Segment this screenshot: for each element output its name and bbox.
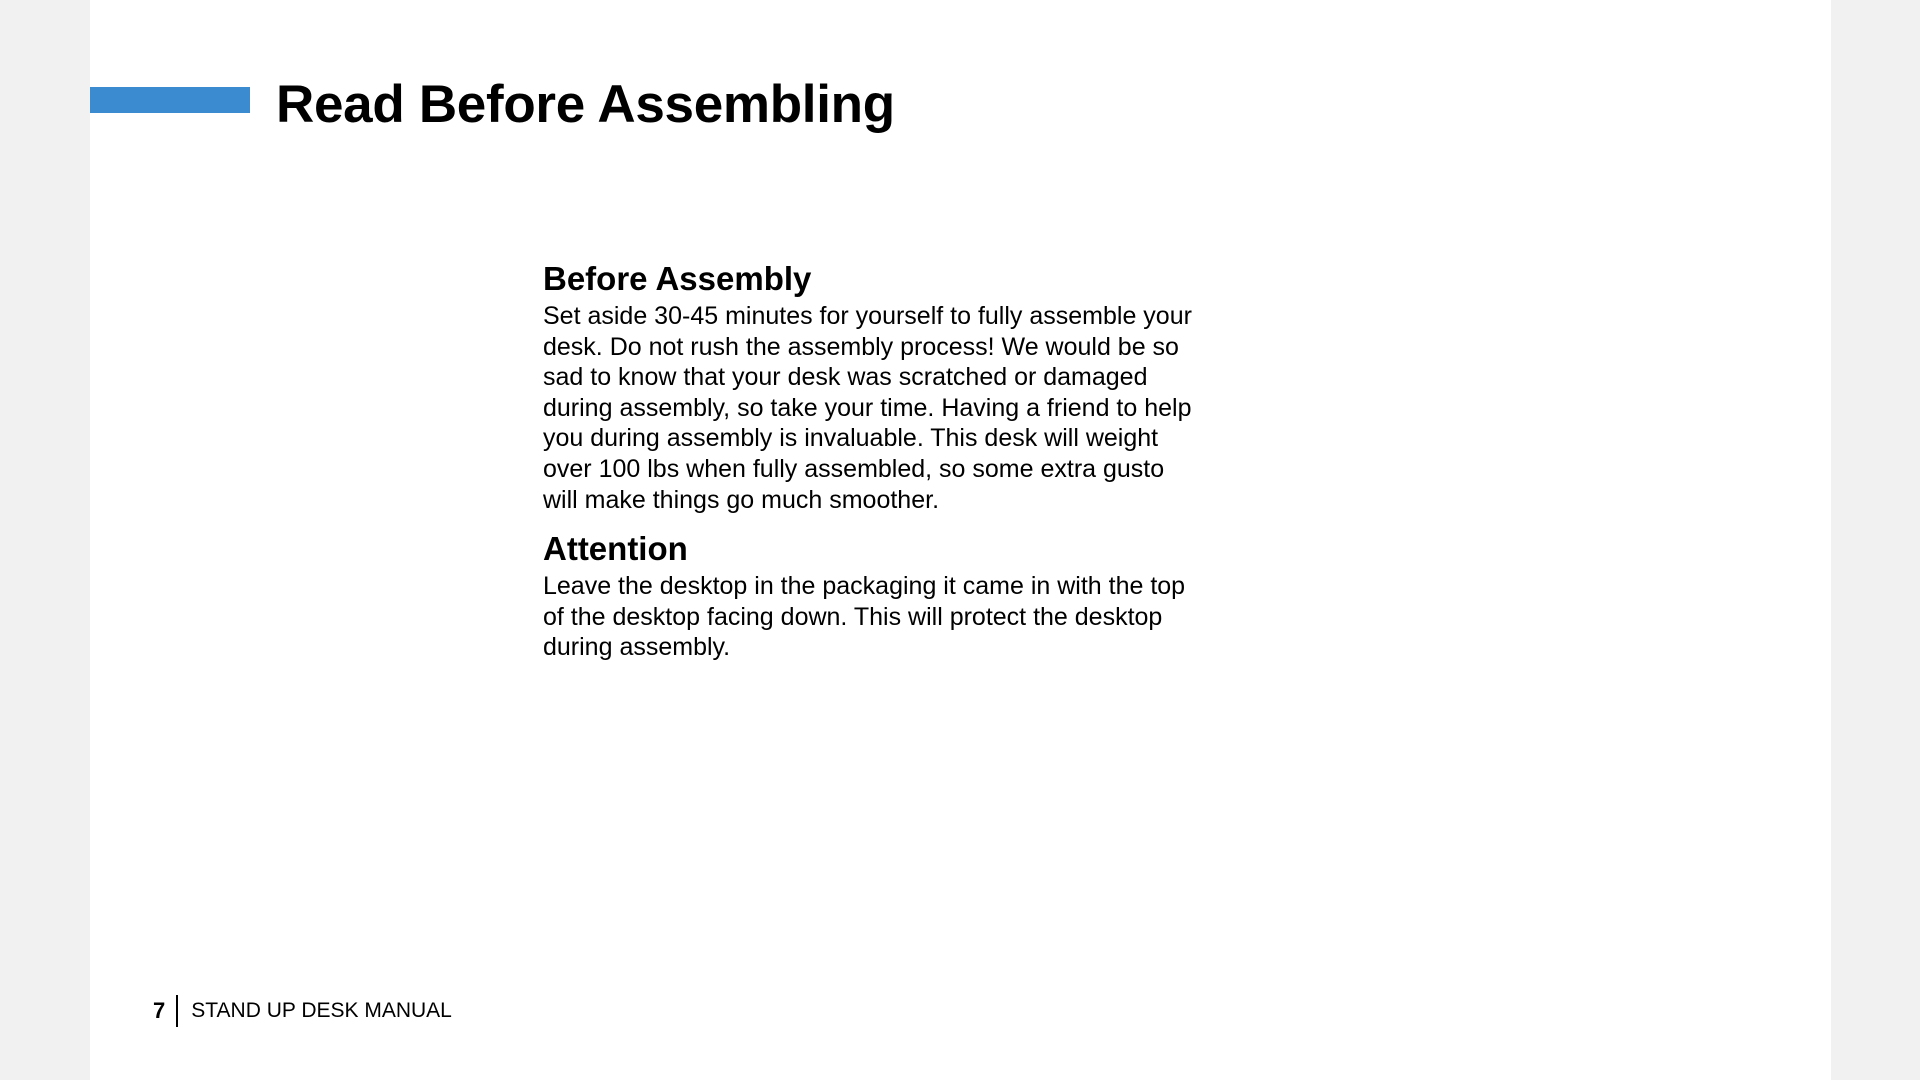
body-line: of the desktop facing down. This will protect the desktop	[543, 602, 1163, 631]
body-line: during assembly.	[543, 633, 731, 662]
page-footer	[153, 995, 452, 1027]
page-number: 7	[153, 998, 166, 1023]
body-line: during assembly, so take your time. Having a friend to help	[543, 393, 1192, 422]
content-column	[543, 257, 1223, 675]
body-line: sad to know that your desk was scratched or damaged	[543, 363, 1148, 392]
body-line: over 100 lbs when fully assembled, so some extra gusto	[543, 454, 1165, 483]
body-line: Leave the desktop in the packaging it came in with the top	[543, 572, 1186, 601]
body-line: desk. Do not rush the assembly process! We would be so	[543, 332, 1179, 361]
body-line: you during assembly is invaluable. This desk will weight	[543, 424, 1159, 453]
section-heading-before-assembly: Before Assembly	[543, 260, 812, 297]
body-line: Set aside 30-45 minutes for yourself to fully assemble your	[543, 302, 1192, 330]
section-heading-attention: Attention	[543, 530, 688, 568]
section-body-attention	[543, 571, 1223, 663]
document-title: STAND UP DESK MANUAL	[191, 999, 452, 1022]
section-body-before-assembly	[543, 301, 1223, 515]
footer-divider	[176, 995, 178, 1027]
title-accent-bar	[90, 87, 250, 113]
body-line: will make things go much smoother.	[543, 485, 940, 514]
manual-page	[90, 0, 1831, 1080]
page-title: Read Before Assembling	[276, 75, 895, 134]
